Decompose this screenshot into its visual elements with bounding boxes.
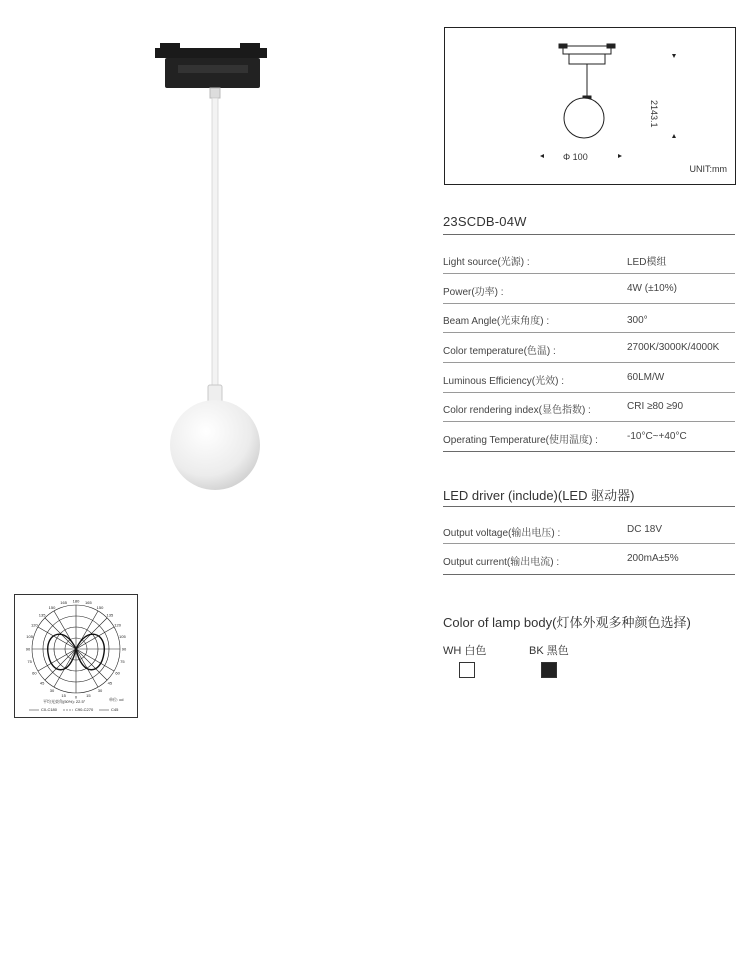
- black-color-swatch: [541, 662, 557, 678]
- polar-legend-item: C45: [111, 707, 119, 712]
- globe-shade: [170, 400, 260, 490]
- polar-angle-label: 15: [86, 692, 91, 698]
- spec-value: 2700K/3000K/4000K: [627, 342, 720, 353]
- spec-row: [443, 333, 735, 362]
- dimension-drawing: [444, 27, 736, 185]
- polar-angle-label: 45: [39, 680, 45, 686]
- color-section-title: Color of lamp body(灯体外观多种颜色选择): [443, 615, 691, 630]
- spec-value: DC 18V: [627, 524, 663, 535]
- diameter-dimension: Φ 100: [563, 152, 588, 162]
- spec-value: -10°C~+40°C: [627, 431, 687, 442]
- polar-footer: 平均光束角(50%): 22.5°: [43, 699, 86, 704]
- polar-angle-label: 45: [107, 680, 113, 686]
- spec-label: Power(功率) :: [443, 287, 504, 298]
- spec-row: [443, 274, 735, 303]
- spec-row: [443, 244, 735, 273]
- unit-label: UNIT:mm: [689, 164, 727, 174]
- spec-row: [443, 363, 735, 392]
- spec-label: Light source(光源) :: [443, 257, 530, 268]
- polar-angle-label: 90: [121, 646, 127, 652]
- height-dimension: 2143.1: [649, 100, 659, 128]
- polar-angle-label: 165: [60, 600, 67, 606]
- spec-label: Color temperature(色温) :: [443, 346, 556, 357]
- polar-unit: 单位: cd: [109, 697, 124, 702]
- color-option-label: BK 黑色: [529, 645, 569, 657]
- polar-angle-label: 135: [38, 612, 46, 618]
- spec-value: 300°: [627, 315, 648, 326]
- white-color-swatch: [459, 662, 475, 678]
- polar-angle-label: 30: [97, 688, 103, 694]
- driver-row: [443, 515, 735, 544]
- spec-row: [443, 303, 735, 332]
- polar-angle-label: 75: [120, 658, 125, 664]
- spec-row: [443, 422, 735, 451]
- color-option-label: WH 白色: [443, 645, 487, 657]
- polar-angle-label: 150: [48, 604, 56, 610]
- polar-angle-label: 150: [96, 604, 104, 610]
- polar-angle-label: 60: [115, 670, 120, 676]
- polar-legend-item: C90-C270: [75, 707, 94, 712]
- divider: [443, 451, 735, 452]
- polar-angle-label: 120: [114, 622, 121, 628]
- spec-label: Beam Angle(光束角度) :: [443, 316, 550, 327]
- spec-value: 4W (±10%): [627, 283, 677, 294]
- spec-label: Color rendering index(显色指数) :: [443, 405, 591, 416]
- polar-angle-label: 180: [72, 598, 80, 604]
- spec-label: Operating Temperature(使用温度) :: [443, 435, 598, 446]
- model-number: 23SCDB-04W: [443, 214, 527, 229]
- polar-angle-label: 165: [85, 600, 92, 606]
- product-photo: [130, 40, 300, 500]
- driver-row: [443, 544, 735, 573]
- spec-label: Output current(输出电流) :: [443, 557, 560, 568]
- spec-value: CRI ≥80 ≥90: [627, 401, 684, 412]
- spec-label: Output voltage(输出电压) :: [443, 528, 561, 539]
- polar-angle-label: 105: [119, 634, 126, 640]
- polar-angle-label: 120: [31, 622, 38, 628]
- spec-label: Luminous Efficiency(光效) :: [443, 376, 564, 387]
- spec-value: LED模组: [627, 257, 667, 268]
- polar-angle-label: 0: [74, 694, 78, 700]
- polar-angle-label: 135: [106, 612, 114, 618]
- polar-angle-label: 105: [26, 634, 33, 640]
- polar-angle-label: 60: [32, 670, 37, 676]
- track-adapter: [155, 43, 267, 88]
- divider: [443, 574, 735, 575]
- polar-angle-label: 30: [49, 688, 55, 694]
- polar-angle-label: 75: [27, 658, 32, 664]
- spec-value: 60LM/W: [627, 372, 665, 383]
- polar-angle-label: 90: [25, 646, 31, 652]
- polar-angle-label: 15: [61, 692, 66, 698]
- polar-legend-item: C0-C180: [41, 707, 58, 712]
- divider: [443, 234, 735, 235]
- spec-value: 200mA±5%: [627, 553, 679, 564]
- divider: [443, 506, 735, 507]
- driver-section-title: LED driver (include)(LED 驱动器): [443, 488, 635, 503]
- light-distribution-diagram: [14, 594, 138, 718]
- spec-row: [443, 392, 735, 421]
